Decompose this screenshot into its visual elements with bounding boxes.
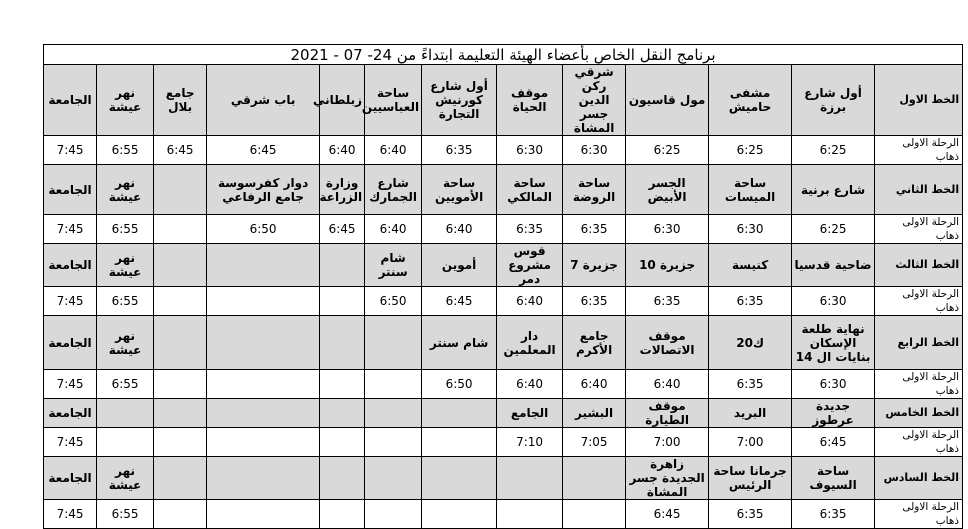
time-cell: 6:55 bbox=[97, 500, 154, 529]
stop-cell: ساحة العباسيين bbox=[365, 65, 422, 136]
stop-cell: باب شرقي bbox=[207, 65, 320, 136]
stop-cell: أول شارع برزة bbox=[792, 65, 875, 136]
time-cell: 7:00 bbox=[709, 428, 792, 457]
time-cell: 6:40 bbox=[365, 215, 422, 244]
time-cell bbox=[207, 428, 320, 457]
time-cell bbox=[320, 428, 365, 457]
schedule-title: برنامج النقل الخاص بأعضاء الهيئة التعليمة ابتداءً من 24- 07 - 2021 bbox=[44, 45, 963, 65]
time-cell: 6:25 bbox=[626, 136, 709, 165]
time-cell: 6:50 bbox=[207, 215, 320, 244]
stop-cell bbox=[497, 457, 563, 500]
stop-cell: ساحة السيوف bbox=[792, 457, 875, 500]
trip-times-row bbox=[44, 500, 963, 529]
time-cell: 6:55 bbox=[97, 287, 154, 316]
stop-cell bbox=[207, 399, 320, 428]
stop-cell: جديدة عرطوز bbox=[792, 399, 875, 428]
time-cell bbox=[154, 215, 207, 244]
time-cell: 7:45 bbox=[44, 370, 97, 399]
route-stops-row bbox=[44, 399, 963, 428]
trip-times-row bbox=[44, 370, 963, 399]
route-name-cell: الخط الخامس bbox=[875, 399, 963, 428]
stop-cell: نهاية طلعة الإسكان بنايات ال 14 bbox=[792, 316, 875, 370]
route-stops-row bbox=[44, 65, 963, 136]
time-cell: 7:10 bbox=[497, 428, 563, 457]
time-cell: 7:45 bbox=[44, 215, 97, 244]
stop-cell: دار المعلمين bbox=[497, 316, 563, 370]
stop-cell: شام سنتر bbox=[365, 244, 422, 287]
time-cell: 6:30 bbox=[709, 215, 792, 244]
time-cell: 7:45 bbox=[44, 287, 97, 316]
trip-times-row bbox=[44, 136, 963, 165]
time-cell: 6:40 bbox=[563, 370, 626, 399]
stop-cell: ساحة الروضة bbox=[563, 165, 626, 215]
stop-cell bbox=[365, 316, 422, 370]
stop-cell: الجامعة bbox=[44, 316, 97, 370]
time-cell: 7:45 bbox=[44, 136, 97, 165]
stop-cell: الجامعة bbox=[44, 165, 97, 215]
time-cell: 6:45 bbox=[626, 500, 709, 529]
time-cell: 6:30 bbox=[497, 136, 563, 165]
route-stops-row bbox=[44, 165, 963, 215]
stop-cell bbox=[154, 457, 207, 500]
stop-cell: شارع الجمارك bbox=[365, 165, 422, 215]
stop-cell: نهر عيشة bbox=[97, 165, 154, 215]
time-cell: 6:30 bbox=[792, 287, 875, 316]
stop-cell bbox=[207, 316, 320, 370]
stop-cell: أول شارع كورنيش التجارة bbox=[422, 65, 497, 136]
stop-cell: ضاحية قدسيا bbox=[792, 244, 875, 287]
time-cell: 6:50 bbox=[422, 370, 497, 399]
time-cell: 7:05 bbox=[563, 428, 626, 457]
time-cell: 6:45 bbox=[422, 287, 497, 316]
stop-cell bbox=[422, 457, 497, 500]
route-stops-row bbox=[44, 316, 963, 370]
time-cell: 7:45 bbox=[44, 428, 97, 457]
time-cell bbox=[320, 370, 365, 399]
stop-cell: مول قاسيون bbox=[626, 65, 709, 136]
stop-cell bbox=[154, 399, 207, 428]
route-stops-row bbox=[44, 457, 963, 500]
time-cell: 6:40 bbox=[422, 215, 497, 244]
stop-cell: جزيرة 7 bbox=[563, 244, 626, 287]
time-cell: 6:55 bbox=[97, 370, 154, 399]
stop-cell: قوس مشروع دمر bbox=[497, 244, 563, 287]
trip-times-row bbox=[44, 428, 963, 457]
stop-cell: جرمانا ساحة الرئيس bbox=[709, 457, 792, 500]
time-cell: 6:35 bbox=[563, 287, 626, 316]
trip-times-row bbox=[44, 287, 963, 316]
stop-cell bbox=[365, 399, 422, 428]
stop-cell: البريد bbox=[709, 399, 792, 428]
stop-cell bbox=[365, 457, 422, 500]
stop-cell: شرقي ركن الدين جسر المشاة bbox=[563, 65, 626, 136]
route-name-cell: الخط الاول bbox=[875, 65, 963, 136]
route-name-cell: الخط الرابع bbox=[875, 316, 963, 370]
time-cell: 6:30 bbox=[626, 215, 709, 244]
time-cell bbox=[154, 370, 207, 399]
time-cell bbox=[207, 500, 320, 529]
time-cell: 6:40 bbox=[626, 370, 709, 399]
time-cell: 7:00 bbox=[626, 428, 709, 457]
stop-cell: الجامعة bbox=[44, 399, 97, 428]
route-name-cell: الخط الثالث bbox=[875, 244, 963, 287]
time-cell bbox=[154, 500, 207, 529]
time-cell: 6:35 bbox=[792, 500, 875, 529]
time-cell bbox=[207, 370, 320, 399]
time-cell: 6:55 bbox=[97, 136, 154, 165]
stop-cell: كنيسة bbox=[709, 244, 792, 287]
time-cell: 6:45 bbox=[207, 136, 320, 165]
stop-cell: وزارة الزراعة bbox=[320, 165, 365, 215]
time-cell bbox=[563, 500, 626, 529]
time-cell bbox=[497, 500, 563, 529]
stop-cell bbox=[207, 244, 320, 287]
stop-cell: ك20 bbox=[709, 316, 792, 370]
time-cell bbox=[365, 428, 422, 457]
stop-cell: موقف الطيارة bbox=[626, 399, 709, 428]
stop-cell: موقف الحياة bbox=[497, 65, 563, 136]
stop-cell bbox=[422, 399, 497, 428]
trip-label-cell: الرحلة الاولى ذهاب bbox=[875, 287, 963, 316]
stop-cell: زاهرة الجديدة جسر المشاة bbox=[626, 457, 709, 500]
stop-cell bbox=[563, 457, 626, 500]
route-name-cell: الخط السادس bbox=[875, 457, 963, 500]
stop-cell bbox=[320, 399, 365, 428]
stop-cell bbox=[154, 244, 207, 287]
time-cell: 6:30 bbox=[563, 136, 626, 165]
time-cell bbox=[422, 500, 497, 529]
stop-cell: ساحة الأمويين bbox=[422, 165, 497, 215]
stop-cell bbox=[320, 457, 365, 500]
stop-cell bbox=[97, 399, 154, 428]
stop-cell: زبلطاني bbox=[320, 65, 365, 136]
time-cell bbox=[154, 428, 207, 457]
time-cell: 6:35 bbox=[563, 215, 626, 244]
stop-cell bbox=[154, 316, 207, 370]
transport-schedule-table bbox=[43, 44, 963, 529]
time-cell: 6:35 bbox=[709, 370, 792, 399]
time-cell bbox=[365, 500, 422, 529]
stop-cell: ساحة المالكي bbox=[497, 165, 563, 215]
stop-cell: جامع بلال bbox=[154, 65, 207, 136]
stop-cell: نهر عيشة bbox=[97, 65, 154, 136]
stop-cell: أموين bbox=[422, 244, 497, 287]
stop-cell: شارع برنية bbox=[792, 165, 875, 215]
stop-cell: الجامعة bbox=[44, 65, 97, 136]
stop-cell bbox=[320, 316, 365, 370]
time-cell: 6:35 bbox=[497, 215, 563, 244]
stop-cell: الجامع bbox=[497, 399, 563, 428]
title-row bbox=[44, 45, 963, 65]
time-cell: 6:45 bbox=[320, 215, 365, 244]
stop-cell bbox=[320, 244, 365, 287]
time-cell: 6:25 bbox=[792, 215, 875, 244]
stop-cell: مشفى حاميش bbox=[709, 65, 792, 136]
time-cell: 6:45 bbox=[792, 428, 875, 457]
stop-cell: موقف الاتصالات bbox=[626, 316, 709, 370]
time-cell bbox=[154, 287, 207, 316]
time-cell: 6:40 bbox=[320, 136, 365, 165]
time-cell: 6:45 bbox=[154, 136, 207, 165]
time-cell: 7:45 bbox=[44, 500, 97, 529]
time-cell: 6:25 bbox=[709, 136, 792, 165]
time-cell bbox=[97, 428, 154, 457]
stop-cell: نهر عيشة bbox=[97, 244, 154, 287]
time-cell: 6:35 bbox=[422, 136, 497, 165]
trip-times-row bbox=[44, 215, 963, 244]
time-cell: 6:50 bbox=[365, 287, 422, 316]
stop-cell: البشير bbox=[563, 399, 626, 428]
trip-label-cell: الرحلة الاولى ذهاب bbox=[875, 500, 963, 529]
stop-cell: الجامعة bbox=[44, 244, 97, 287]
stop-cell: جامع الأكرم bbox=[563, 316, 626, 370]
trip-label-cell: الرحلة الاولى ذهاب bbox=[875, 370, 963, 399]
time-cell: 6:55 bbox=[97, 215, 154, 244]
time-cell bbox=[365, 370, 422, 399]
time-cell: 6:30 bbox=[792, 370, 875, 399]
stop-cell bbox=[207, 457, 320, 500]
trip-label-cell: الرحلة الاولى ذهاب bbox=[875, 215, 963, 244]
time-cell bbox=[207, 287, 320, 316]
stop-cell: الجسر الأبيض bbox=[626, 165, 709, 215]
stop-cell: نهر عيشة bbox=[97, 457, 154, 500]
stop-cell bbox=[154, 165, 207, 215]
time-cell bbox=[320, 500, 365, 529]
time-cell: 6:40 bbox=[497, 370, 563, 399]
trip-label-cell: الرحلة الاولى ذهاب bbox=[875, 136, 963, 165]
time-cell bbox=[320, 287, 365, 316]
time-cell: 6:35 bbox=[626, 287, 709, 316]
stop-cell: ساحة الميسات bbox=[709, 165, 792, 215]
route-stops-row bbox=[44, 244, 963, 287]
stop-cell: نهر عيشة bbox=[97, 316, 154, 370]
time-cell bbox=[422, 428, 497, 457]
stop-cell: شام سنتر bbox=[422, 316, 497, 370]
stop-cell: الجامعة bbox=[44, 457, 97, 500]
stop-cell: جزيرة 10 bbox=[626, 244, 709, 287]
trip-label-cell: الرحلة الاولى ذهاب bbox=[875, 428, 963, 457]
time-cell: 6:35 bbox=[709, 287, 792, 316]
time-cell: 6:40 bbox=[497, 287, 563, 316]
stop-cell: دوار كفرسوسة جامع الرفاعي bbox=[207, 165, 320, 215]
time-cell: 6:35 bbox=[709, 500, 792, 529]
route-name-cell: الخط الثاني bbox=[875, 165, 963, 215]
time-cell: 6:40 bbox=[365, 136, 422, 165]
time-cell: 6:25 bbox=[792, 136, 875, 165]
